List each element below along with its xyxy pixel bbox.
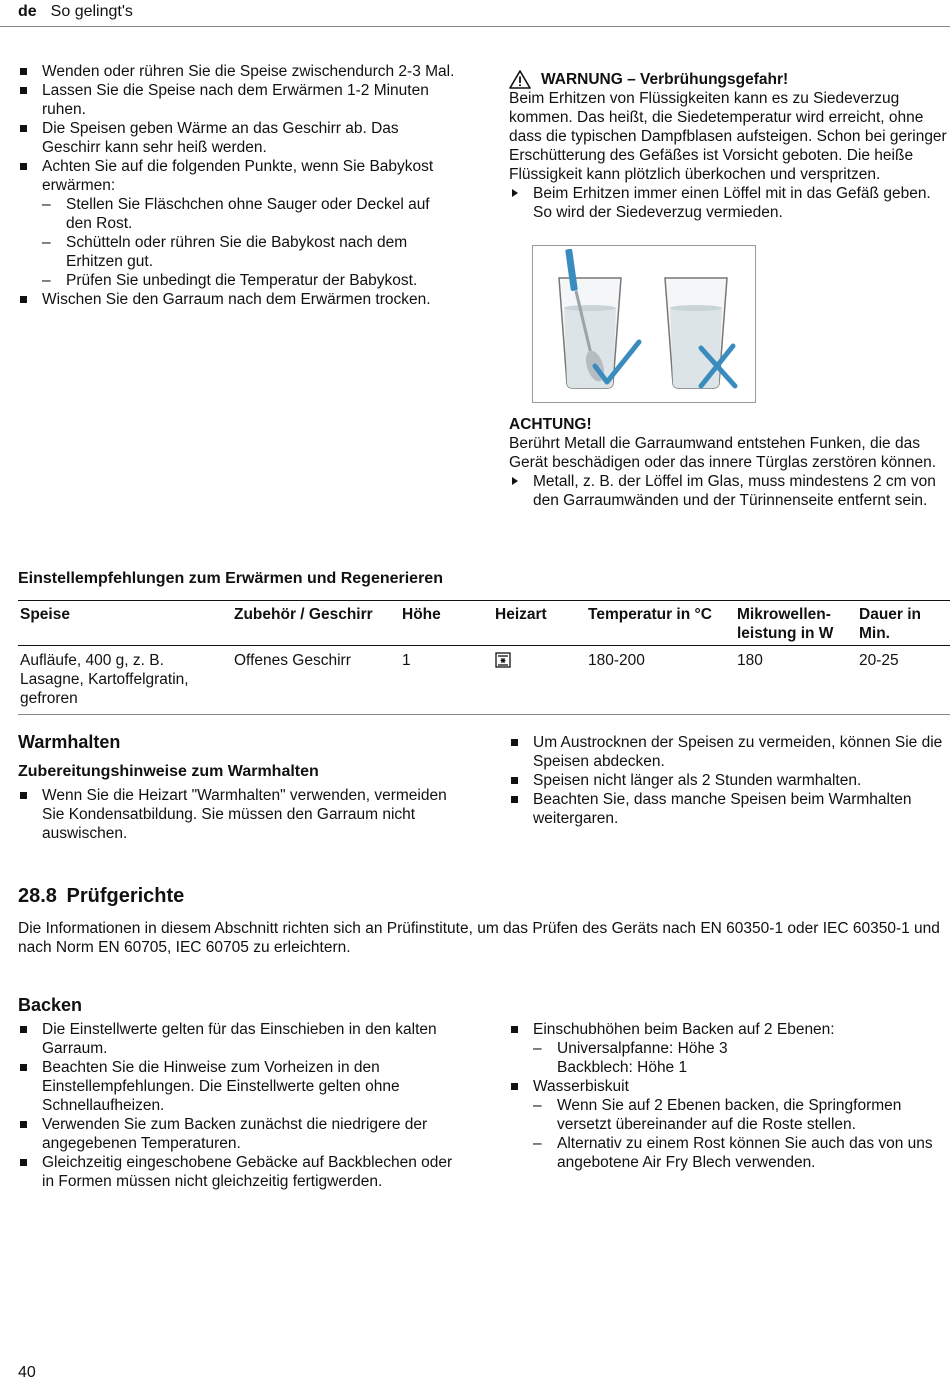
- list-item: Verwenden Sie zum Backen zunächst die niedrigere der angegebenen Temperaturen.: [18, 1115, 458, 1153]
- sub-list-item-text: Universalpfanne: Höhe 3: [557, 1040, 728, 1057]
- backen-title: Backen: [18, 995, 83, 1015]
- list-item: Die Einstellwerte gelten für das Einschieben in den kalten Garraum.: [18, 1020, 458, 1058]
- column-header: Dauer in Min.: [857, 601, 950, 646]
- column-header: Zubehör / Geschirr: [232, 601, 400, 646]
- column-header: Heizart: [493, 601, 586, 646]
- sub-list-item: [509, 1039, 949, 1077]
- table-cell: 20-25: [857, 646, 950, 715]
- backen-left-list: [18, 1020, 458, 1191]
- list-item-text: Wasserbiskuit: [533, 1078, 629, 1095]
- attention-action: Metall, z. B. der Löffel im Glas, muss mindestens 2 cm von den Garraumwänden und der Türinnenseite entfernt sein.: [509, 472, 949, 510]
- list-item: Lassen Sie die Speise nach dem Erwärmen 1-2 Minuten ruhen.: [18, 81, 458, 119]
- list-item: Die Speisen geben Wärme an das Geschirr ab. Das Geschirr kann sehr heiß werden.: [18, 119, 458, 157]
- list-item: [18, 157, 458, 290]
- warning-action: Beim Erhitzen immer einen Löffel mit in das Gefäß geben. So wird der Siedeverzug vermieden.: [509, 184, 949, 222]
- warmhalten-left-list: [18, 786, 458, 843]
- sub-list-item-text: Backblech: Höhe 1: [557, 1059, 688, 1076]
- settings-table: [18, 600, 950, 715]
- table-cell: 180: [735, 646, 857, 715]
- sub-list-item: – Prüfen Sie unbedingt die Temperatur der Babykost.: [18, 271, 458, 290]
- column-header: Temperatur in °C: [586, 601, 735, 646]
- section-heading: [18, 887, 184, 906]
- list-item-text: Einschubhöhen beim Backen auf 2 Ebenen:: [533, 1021, 835, 1038]
- attention-text: Berührt Metall die Garraumwand entstehen Funken, die das Gerät beschädigen oder das innere Türglas zerstören können.: [509, 435, 937, 471]
- table-cell: 1: [400, 646, 493, 715]
- table-cell: 180-200: [586, 646, 735, 715]
- glass-comparison-image: [533, 246, 755, 402]
- list-item: [509, 1020, 949, 1077]
- warmhalten-title: Warmhalten: [18, 732, 121, 752]
- table-cell: Offenes Geschirr: [232, 646, 400, 715]
- column-header: Mikrowellenleistung in W: [735, 601, 857, 646]
- list-item: Beachten Sie, dass manche Speisen beim Warmhalten weitergaren.: [509, 790, 949, 828]
- list-item: Gleichzeitig eingeschobene Gebäcke auf Backblechen oder in Formen müssen nicht gleichzeitig fertigwerden.: [18, 1153, 458, 1191]
- warning-text: Beim Erhitzen von Flüssigkeiten kann es zu Siedeverzug kommen. Das heißt, die Siedetemperatur wird erreicht, ohne dass die typischen Dampfblasen aufsteigen. Schon bei geringer Erschütterung des Gefäßes ist Vorsicht geboten. Die heiße Flüssigkeit kann plötzlich überkochen und verspritzen.: [509, 90, 947, 183]
- list-item: Wischen Sie den Garraum nach dem Erwärmen trocken.: [18, 290, 458, 309]
- section-title-text: Prüfgerichte: [66, 885, 185, 907]
- list-item-text: Achten Sie auf die folgenden Punkte, wenn Sie Babykost erwärmen:: [42, 158, 434, 194]
- list-item: [509, 1077, 949, 1172]
- warning-title: WARNUNG – Verbrühungsgefahr!: [541, 71, 789, 88]
- header-divider: [0, 26, 950, 27]
- section-title: So gelingt's: [50, 3, 133, 20]
- settings-table-wrapper: [18, 600, 950, 715]
- spoon-in-glass-illustration: [532, 245, 756, 403]
- table-cell: [493, 646, 586, 715]
- sub-list-item: – Stellen Sie Fläschchen ohne Sauger oder Deckel auf den Rost.: [18, 195, 458, 233]
- heating-mode-icon: [495, 652, 511, 668]
- column-header: Höhe: [400, 601, 493, 646]
- page-number: 40: [18, 1364, 36, 1380]
- list-item: Um Austrocknen der Speisen zu vermeiden, können Sie die Speisen abdecken.: [509, 733, 949, 771]
- list-item: Wenn Sie die Heizart "Warmhalten" verwenden, vermeiden Sie Kondensatbildung. Sie müssen den Garraum nicht auswischen.: [18, 786, 458, 843]
- list-item: Beachten Sie die Hinweise zum Vorheizen in den Einstellempfehlungen. Die Einstellwerte gelten ohne Schnellaufheizen.: [18, 1058, 458, 1115]
- warning-block: [509, 70, 949, 222]
- warmhalten-right-list: [509, 733, 949, 828]
- page-header: [18, 2, 133, 21]
- list-item: Speisen nicht länger als 2 Stunden warmhalten.: [509, 771, 949, 790]
- warmhalten-subtitle: Zubereitungshinweise zum Warmhalten: [18, 763, 319, 780]
- attention-block: [509, 415, 949, 510]
- sub-list-item: – Schütteln oder rühren Sie die Babykost nach dem Erhitzen gut.: [18, 233, 458, 271]
- warning-title-row: [509, 70, 949, 89]
- sub-list-item: – Wenn Sie auf 2 Ebenen backen, die Springformen versetzt übereinander auf die Roste stellen.: [509, 1096, 949, 1134]
- backen-right-list: [509, 1020, 949, 1172]
- table-title: Einstellempfehlungen zum Erwärmen und Regenerieren: [18, 570, 443, 587]
- left-instructions: [18, 62, 458, 309]
- table-row: [18, 646, 950, 715]
- warning-triangle-icon: [509, 70, 531, 89]
- attention-title: ACHTUNG!: [509, 416, 592, 433]
- table-cell: Aufläufe, 400 g, z. B. Lasagne, Kartoffelgratin, gefroren: [18, 646, 232, 715]
- language-code: de: [18, 3, 37, 20]
- section-intro: Die Informationen in diesem Abschnitt richten sich an Prüfinstitute, um das Prüfen des Geräts nach EN 60350-1 oder IEC 60350-1 und nach Norm EN 60705, IEC 60705 zu erleichtern.: [18, 920, 940, 956]
- table-header-row: [18, 601, 950, 646]
- list-item: Wenden oder rühren Sie die Speise zwischendurch 2-3 Mal.: [18, 62, 458, 81]
- section-number: 28.8: [18, 885, 57, 907]
- sub-list-item: – Alternativ zu einem Rost können Sie auch das von uns angebotene Air Fry Blech verwenden.: [509, 1134, 949, 1172]
- column-header: Speise: [18, 601, 232, 646]
